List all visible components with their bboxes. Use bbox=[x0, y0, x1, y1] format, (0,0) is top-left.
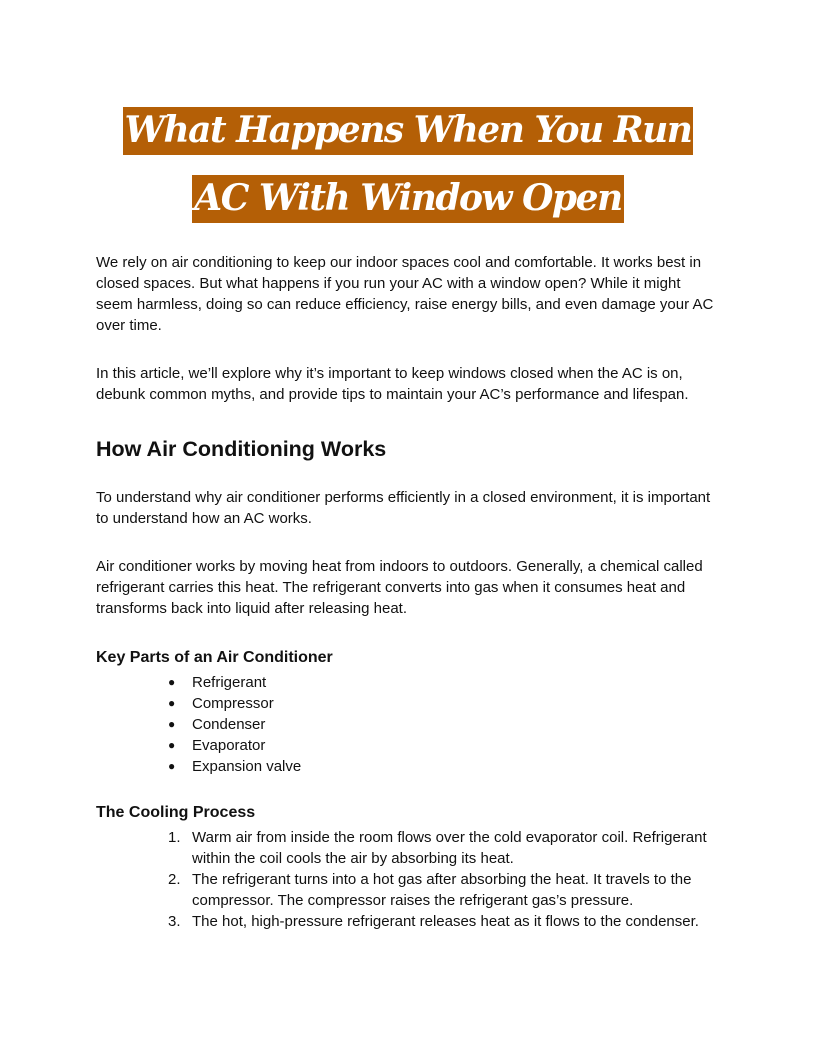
list-item bbox=[96, 714, 720, 735]
section-heading-how-ac-works: How Air Conditioning Works bbox=[96, 437, 387, 461]
list-item-text: Refrigerant bbox=[192, 674, 267, 691]
bullet-icon: ● bbox=[168, 675, 176, 689]
page-title: What Happens When You Run AC With Window Open bbox=[123, 107, 694, 223]
intro-paragraph: We rely on air conditioning to keep our indoor spaces cool and comfortable. It works best in closed spaces. But what happens if you run your AC with a window open? While it might seem harmless, doing so can reduce efficiency, raise energy bills, and even damage your AC over time. bbox=[96, 254, 714, 334]
list-number: 3. bbox=[168, 913, 181, 930]
document-body bbox=[96, 96, 720, 932]
list-item bbox=[96, 693, 720, 714]
cooling-process-list bbox=[96, 827, 720, 932]
list-item bbox=[96, 911, 720, 932]
list-item bbox=[96, 827, 720, 869]
title-block bbox=[96, 96, 720, 232]
subheading-key-parts: Key Parts of an Air Conditioner bbox=[96, 649, 333, 666]
list-item bbox=[96, 869, 720, 911]
key-parts-list bbox=[96, 672, 720, 777]
list-item bbox=[96, 756, 720, 777]
list-number: 2. bbox=[168, 871, 181, 888]
bullet-icon: ● bbox=[168, 738, 176, 752]
intro-paragraph: In this article, we’ll explore why it’s important to keep windows closed when the AC is on, debunk common myths, and provide tips to maintain your AC’s performance and lifespan. bbox=[96, 365, 689, 403]
subheading-cooling-process: The Cooling Process bbox=[96, 804, 256, 821]
list-item-text: Condenser bbox=[192, 716, 266, 733]
body-paragraph: To understand why air conditioner performs efficiently in a closed environment, it is important to understand how an AC works. bbox=[96, 489, 711, 527]
list-item-text: The hot, high-pressure refrigerant releases heat as it flows to the condenser. bbox=[192, 913, 699, 930]
list-item-text: The refrigerant turns into a hot gas after absorbing the heat. It travels to the compressor. The compressor raises the refrigerant gas’s pressure. bbox=[192, 871, 692, 909]
list-item bbox=[96, 735, 720, 756]
bullet-icon: ● bbox=[168, 759, 176, 773]
list-item bbox=[96, 672, 720, 693]
list-item-text: Warm air from inside the room flows over the cold evaporator coil. Refrigerant within the coil cools the air by absorbing its heat. bbox=[192, 829, 707, 867]
bullet-icon: ● bbox=[168, 696, 176, 710]
list-item-text: Compressor bbox=[192, 695, 274, 712]
bullet-icon: ● bbox=[168, 717, 176, 731]
list-item-text: Evaporator bbox=[192, 737, 266, 754]
list-number: 1. bbox=[168, 829, 181, 846]
list-item-text: Expansion valve bbox=[192, 758, 302, 775]
body-paragraph: Air conditioner works by moving heat from indoors to outdoors. Generally, a chemical called refrigerant carries this heat. The refrigerant converts into gas when it consumes heat and transforms back into liquid after releasing heat. bbox=[96, 558, 703, 617]
